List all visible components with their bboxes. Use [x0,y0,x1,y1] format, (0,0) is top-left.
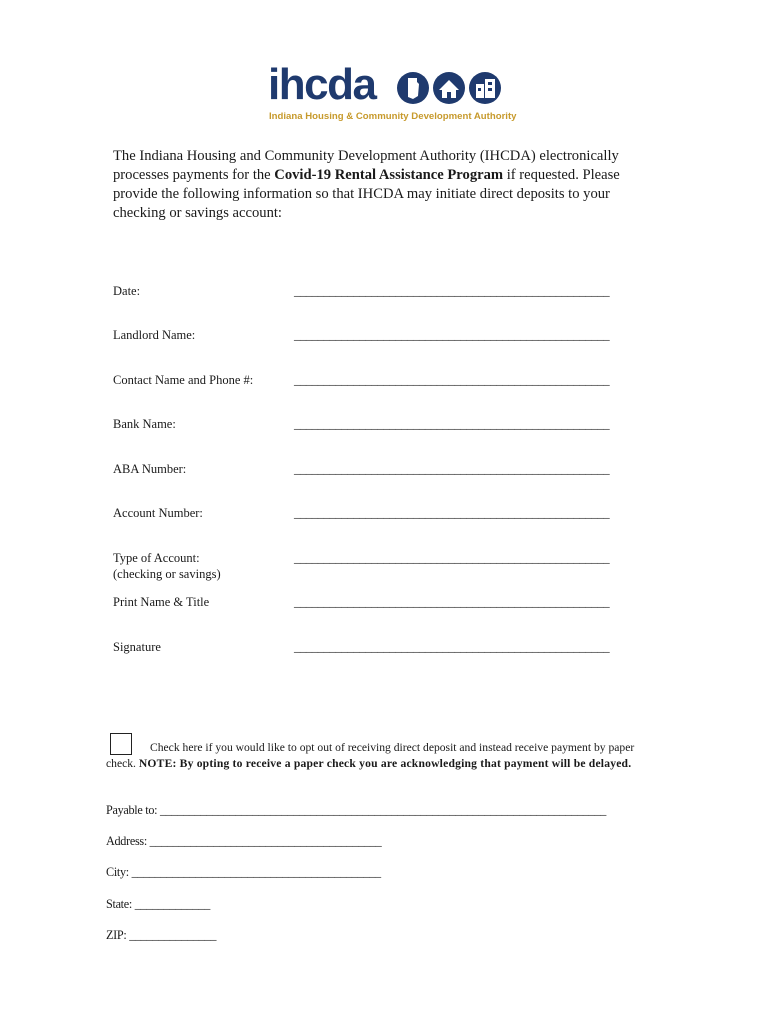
account-type-label: Type of Account: [113,551,200,565]
zip-field[interactable]: ZIP: _______________ [106,928,217,942]
print-name-title-row [113,594,655,626]
signature-row [113,639,655,671]
aba-number-row [113,461,655,493]
ihcda-logo [268,60,517,126]
opt-out-text [106,740,706,772]
aba-number-field[interactable]: _____________________________________________________ [294,462,610,476]
intro-text-end: if requested. Please provide the following information so that IHCDA may initiate direct deposits to your checking or savings account: [113,167,620,221]
logo-icons [396,70,506,106]
field-label: Signature [113,640,161,654]
date-field-row [113,283,655,315]
field-label: ABA Number: [113,462,187,476]
field-label: Bank Name: [113,417,176,431]
payable-to-field[interactable]: Payable to: _____________________________________________________________________________ [106,803,607,817]
state-field[interactable]: State: _____________ [106,897,211,911]
field-label [113,550,221,582]
account-type-row [113,550,655,586]
landlord-name-row [113,327,655,359]
program-name: Covid-19 Rental Assistance Program [274,167,504,183]
account-number-row [113,505,655,537]
bank-name-field[interactable]: _____________________________________________________ [294,417,610,431]
field-label: Print Name & Title [113,595,210,609]
contact-name-phone-row [113,372,655,404]
field-label: Contact Name and Phone #: [113,373,254,387]
field-label: Landlord Name: [113,328,196,342]
address-field[interactable]: Address: ________________________________________ [106,834,382,848]
logo-wordmark: ihcda [268,60,376,109]
intro-paragraph [113,147,653,223]
field-label: Account Number: [113,506,203,520]
opt-out-line1: Check here if you would like to opt out of receiving direct deposit and instead receive payment by paper [150,741,635,754]
opt-out-line2: check. [106,757,139,770]
date-field[interactable]: _____________________________________________________ [294,284,610,298]
contact-name-phone-field[interactable]: _____________________________________________________ [294,373,610,387]
account-type-field[interactable]: _____________________________________________________ [294,551,610,565]
city-field[interactable]: City: ___________________________________________ [106,865,381,879]
account-number-field[interactable]: _____________________________________________________ [294,506,610,520]
logo-tagline: Indiana Housing & Community Development Authority [269,111,517,122]
intro-text-start: The Indiana Housing and Community Development Authority (IHCDA) electronically processes payments for the [113,148,619,183]
bank-name-row [113,416,655,448]
field-label: Date: [113,284,141,298]
account-type-sublabel: (checking or savings) [113,567,221,581]
landlord-name-field[interactable]: _____________________________________________________ [294,328,610,342]
print-name-title-field[interactable]: _____________________________________________________ [294,595,610,609]
signature-field[interactable]: _____________________________________________________ [294,640,610,654]
opt-out-note: NOTE: By opting to receive a paper check you are acknowledging that payment will be delayed. [138,757,632,770]
